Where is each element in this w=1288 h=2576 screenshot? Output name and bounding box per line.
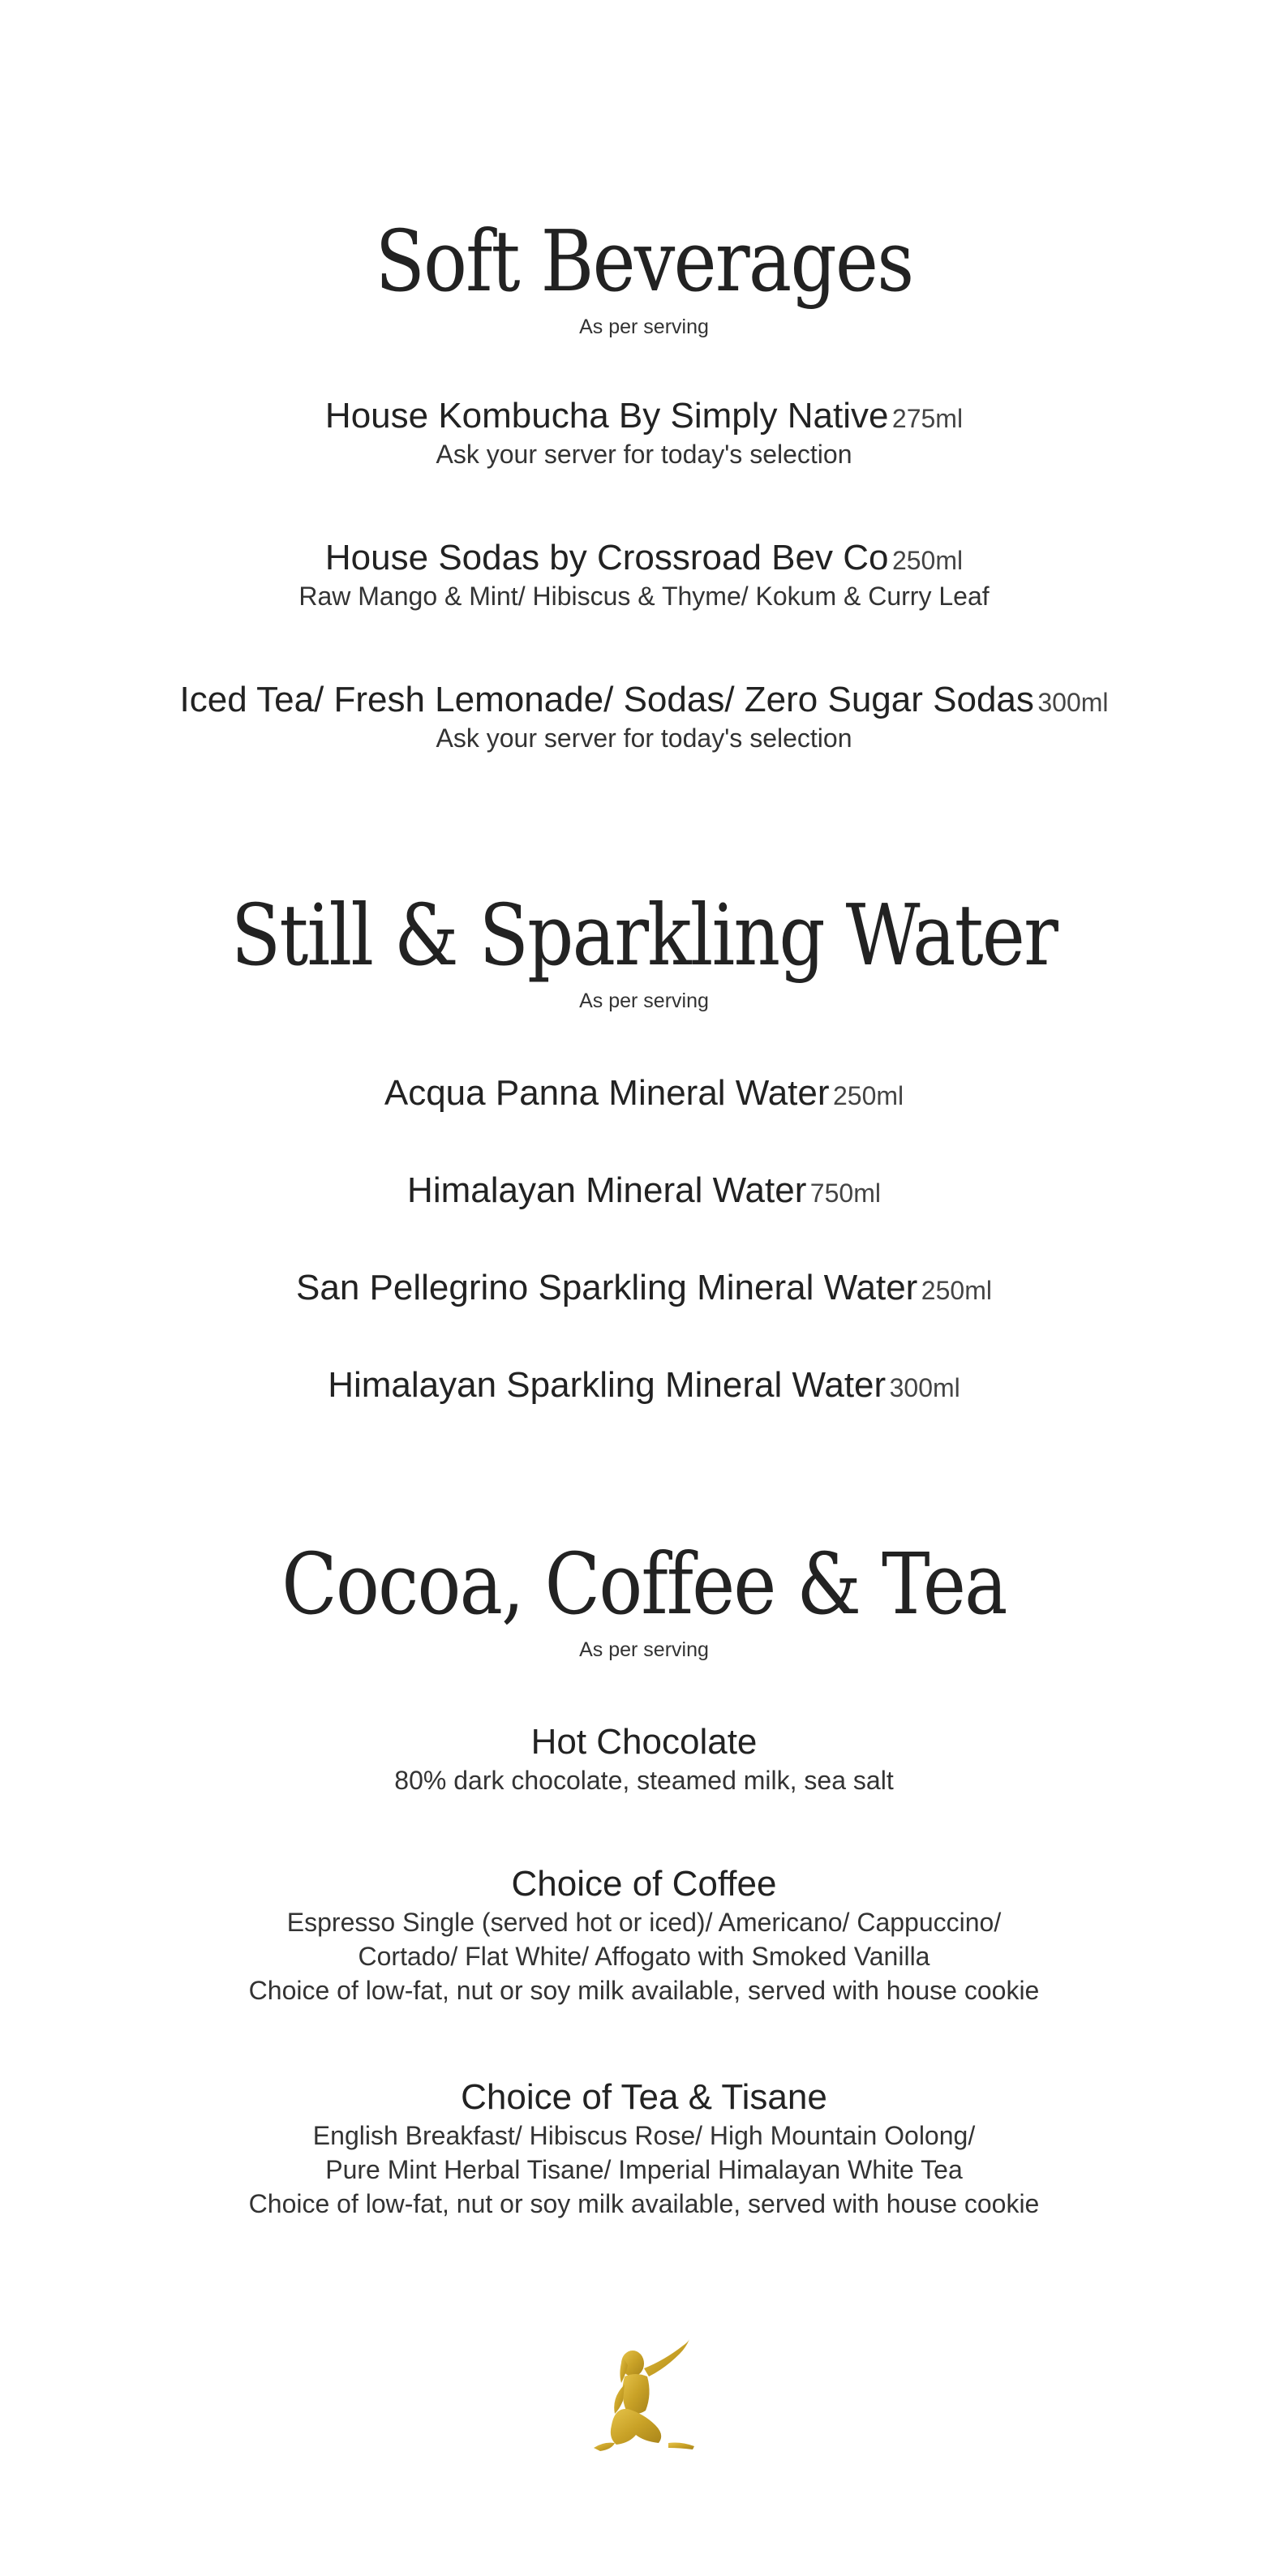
item-description: Pure Mint Herbal Tisane/ Imperial Himalayan White Tea: [325, 2155, 963, 2184]
item-size: 250ml: [921, 1276, 992, 1305]
section-still-sparkling-water: [0, 887, 1288, 1013]
section-title: Still & Sparkling Water: [230, 886, 1058, 985]
item-size: 275ml: [891, 404, 964, 433]
item-size: 750ml: [809, 1179, 881, 1208]
item-description: Espresso Single (served hot or iced)/ Americano/ Cappuccino/: [286, 1908, 1002, 1937]
menu-item: [0, 537, 1288, 613]
item-description: Choice of low-fat, nut or soy milk available, served with house cookie: [248, 2189, 1040, 2218]
item-size: 250ml: [891, 546, 964, 575]
item-name: Choice of Coffee: [511, 1864, 777, 1904]
menu-item: [0, 1721, 1288, 1797]
section-subtitle: As per serving: [579, 1638, 709, 1661]
item-size: 250ml: [832, 1081, 904, 1110]
menu-item: [0, 1072, 1288, 1114]
section-title: Soft Beverages: [375, 212, 913, 311]
item-description: English Breakfast/ Hibiscus Rose/ High Mountain Oolong/: [312, 2121, 976, 2150]
item-size: 300ml: [1037, 688, 1109, 717]
menu-item: [0, 1267, 1288, 1309]
item-name: Choice of Tea & Tisane: [461, 2077, 827, 2117]
item-name: Himalayan Mineral Water: [407, 1170, 807, 1210]
item-name: Hot Chocolate: [530, 1722, 758, 1762]
menu-item: [0, 679, 1288, 755]
menu-item: [0, 395, 1288, 471]
menu-item: [0, 1170, 1288, 1212]
menu-item: [0, 2076, 1288, 2221]
item-description: Ask your server for today's selection: [436, 723, 852, 753]
section-subtitle: As per serving: [579, 316, 709, 338]
item-name: Iced Tea/ Fresh Lemonade/ Sodas/ Zero Sugar Sodas: [179, 680, 1034, 719]
item-name: House Sodas by Crossroad Bev Co: [324, 538, 889, 577]
seated-figure-logo-icon: [587, 2336, 701, 2458]
section-subtitle: As per serving: [579, 990, 709, 1012]
item-description: Choice of low-fat, nut or soy milk available, served with house cookie: [248, 1976, 1040, 2005]
item-size: 300ml: [889, 1373, 960, 1402]
item-description: Raw Mango & Mint/ Hibiscus & Thyme/ Kokum & Curry Leaf: [298, 582, 990, 611]
item-name: Himalayan Sparkling Mineral Water: [328, 1365, 887, 1405]
menu-item: [0, 1863, 1288, 2007]
item-name: San Pellegrino Sparkling Mineral Water: [296, 1268, 918, 1307]
section-title: Cocoa, Coffee & Tea: [281, 1535, 1007, 1634]
menu-item: [0, 1364, 1288, 1406]
item-name: Acqua Panna Mineral Water: [384, 1073, 830, 1113]
item-description: 80% dark chocolate, steamed milk, sea salt: [394, 1766, 894, 1795]
section-cocoa-coffee-tea: [0, 1535, 1288, 1662]
item-description: Ask your server for today's selection: [436, 440, 852, 469]
item-name: House Kombucha By Simply Native: [324, 396, 889, 436]
section-soft-beverages: [0, 213, 1288, 339]
item-description: Cortado/ Flat White/ Affogato with Smoked Vanilla: [358, 1942, 930, 1971]
